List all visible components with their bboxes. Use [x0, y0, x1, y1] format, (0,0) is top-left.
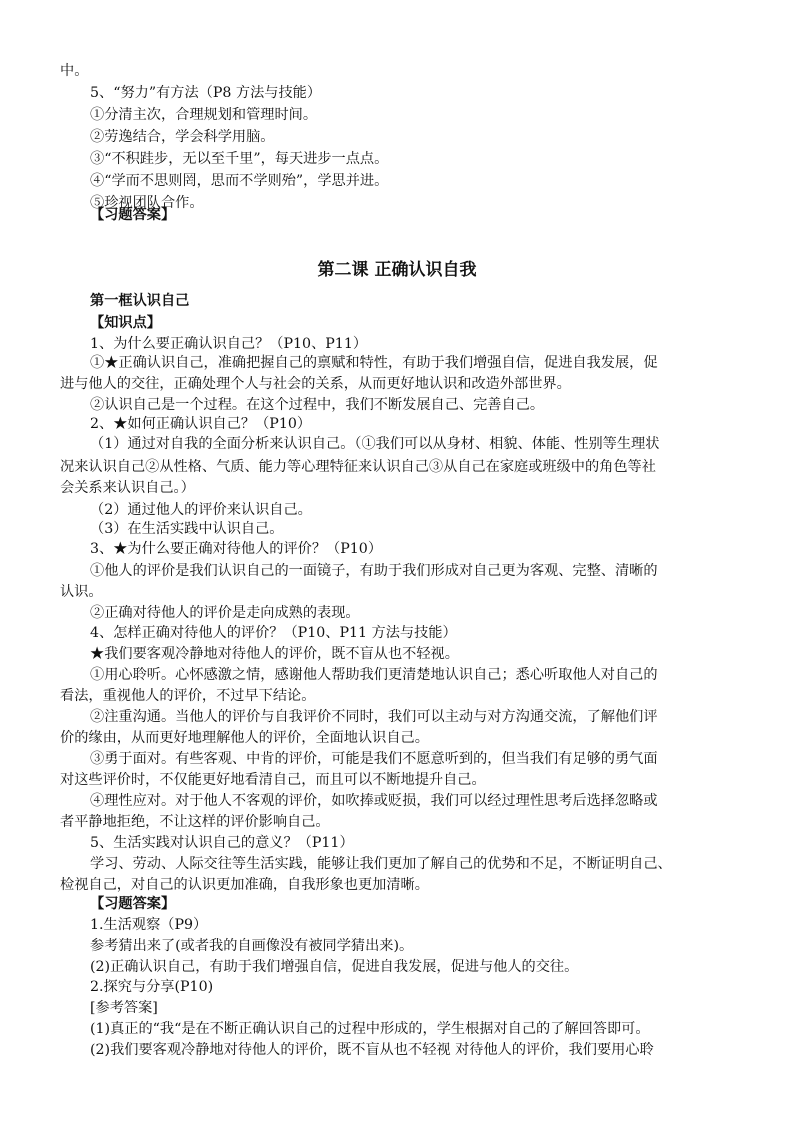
text-line: (1)真正的“我“是在不断正确认识自己的过程中形成的，学生根据对自己的了解回答即可。	[90, 1021, 650, 1037]
text-line: ④“学而不思则罔，思而不学则殆”，学思并进。	[90, 173, 389, 189]
text-line: 对这些评价时，不仅能更好地看清自己，而且可以不断地提升自己。	[60, 772, 486, 788]
text-line: ③“不积跬步，无以至千里”，每天进步一点点。	[90, 151, 389, 167]
text-line: （2）通过他人的评价来认识自己。	[90, 502, 312, 518]
text-line: 4、怎样正确对待他人的评价？（P10、P11 方法与技能）	[90, 625, 457, 641]
text-line: ①分清主次，合理规划和管理时间。	[90, 107, 318, 123]
text-line: 1、为什么要正确认识自己？（P10、P11）	[90, 336, 368, 352]
text-line: 2.探究与分享(P10)	[90, 979, 214, 995]
text-line: 参考猜出来了(或者我的自画像没有被同学猜出来)。	[90, 938, 414, 954]
lesson-title: 第二课 正确认识自我	[317, 260, 477, 280]
text-line: 认识。	[60, 584, 103, 600]
text-line: [参考答案]	[90, 1000, 158, 1016]
text-line: ③勇于面对。有些客观、中肯的评价，可能是我们不愿意听到的，但当我们有足够的勇气面	[90, 751, 658, 767]
text-line: 进与他人的交往，正确处理个人与社会的关系，从而更好地认识和改造外部世界。	[60, 376, 571, 392]
text-line: ★我们要客观冷静地对待他人的评价，既不盲从也不轻视。	[90, 646, 459, 662]
text-line: ②认识自己是一个过程。在这个过程中，我们不断发展自己、完善自己。	[90, 397, 545, 413]
text-line: ②注重沟通。当他人的评价与自我评价不同时，我们可以主动与对方沟通交流，了解他们评	[90, 709, 658, 725]
section-label: 【习题答案】	[90, 207, 176, 223]
text-line: （3）在生活实践中认识自己。	[90, 521, 284, 537]
text-line: 看法，重视他人的评价，不过早下结论。	[60, 688, 316, 704]
text-line: ①他人的评价是我们认识自己的一面镜子，有助于我们形成对自己更为客观、完整、清晰的	[90, 563, 658, 579]
text-line: 价的缘由，从而更好地理解他人的评价，全面地认识自己。	[60, 730, 429, 746]
subsection-title: 第一框认识自己	[90, 293, 190, 309]
text-line: 况来认识自己②从性格、气质、能力等心理特征来认识自己③从自己在家庭或班级中的角色等社	[60, 459, 656, 475]
text-line: ⑤珍视团队合作。	[90, 195, 204, 211]
text-line: 5、生活实践对认识自己的意义？（P11）	[90, 835, 354, 851]
text-line: 5、“努力”有方法（P8 方法与技能）	[90, 85, 322, 101]
text-line: 学习、劳动、人际交往等生活实践，能够让我们更加了解自己的优势和不足，不断证明自己、	[90, 856, 672, 872]
text-line: 检视自己，对自己的认识更加准确，自我形象也更加清晰。	[60, 877, 429, 893]
text-line: 2、★如何正确认识自己？（P10）	[90, 416, 312, 432]
text-line: 者平静地拒绝，不让这样的评价影响自己。	[60, 814, 330, 830]
text-line: (2)正确认识自己，有助于我们增强自信，促进自我发展，促进与他人的交往。	[90, 959, 579, 975]
text-line: (2)我们要客观冷静地对待他人的评价，既不盲从也不轻视 对待他人的评价，我们要用心聆	[90, 1042, 654, 1058]
text-line: 3、★为什么要正确对待他人的评价？（P10）	[90, 541, 383, 557]
text-line: 中。	[60, 63, 89, 79]
text-line: ②正确对待他人的评价是走向成熟的表现。	[90, 605, 360, 621]
text-line: ②劳逸结合，学会科学用脑。	[90, 129, 275, 145]
section-label: 【习题答案】	[90, 896, 176, 912]
section-label: 【知识点】	[90, 315, 161, 331]
text-line: （1）通过对自我的全面分析来认识自己。（①我们可以从身材、相貌、体能、性别等生理状	[90, 436, 660, 452]
text-line: 1.生活观察（P9）	[90, 917, 208, 933]
text-line: ①用心聆听。心怀感激之情，感谢他人帮助我们更清楚地认识自己；悉心听取他人对自己的	[90, 667, 658, 683]
text-line: ④理性应对。对于他人不客观的评价，如吹捧或贬损，我们可以经过理性思考后选择忽略或	[90, 793, 658, 809]
text-line: ①★正确认识自己，准确把握自己的禀赋和特性，有助于我们增强自信，促进自我发展，促	[90, 355, 658, 371]
text-line: 会关系来认识自己。）	[60, 480, 195, 496]
